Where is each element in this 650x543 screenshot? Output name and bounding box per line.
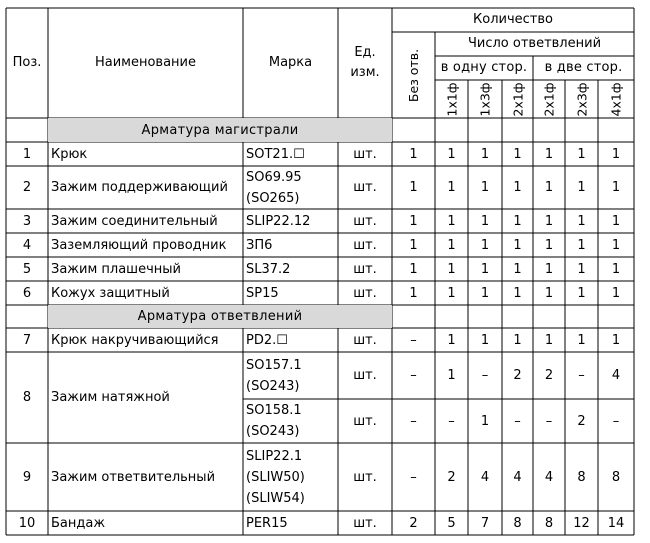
row-qty: 1 [611, 332, 621, 348]
row-mark: SO69.95 (SO265) [246, 169, 302, 206]
row-qty: 1 [480, 261, 490, 277]
row-name: Крюк [51, 146, 88, 162]
row-qty: 1 [544, 261, 554, 277]
row-qty: 4 [513, 469, 522, 485]
row-qty: – [545, 413, 553, 429]
row-qty: – [448, 413, 455, 429]
row-qty: 1 [544, 332, 554, 348]
header-mark: Марка [268, 55, 313, 70]
row-mark: SL37.2 [246, 261, 291, 277]
row-mark: SP15 [246, 285, 279, 301]
row-pos: 1 [22, 146, 32, 162]
row-qty: – [410, 469, 417, 485]
row-qty: 1 [577, 213, 586, 229]
row-qty: 8 [577, 469, 586, 485]
row-unit: шт. [353, 237, 377, 253]
header-pos: Поз. [12, 55, 42, 70]
header-column-6-text: 4х1ф [608, 82, 624, 116]
row-qty: 8 [611, 469, 621, 485]
row-pos: 8 [22, 390, 32, 405]
row-qty: 1 [447, 237, 456, 253]
row-qty: 1 [409, 237, 418, 253]
row-qty: 1 [513, 332, 522, 348]
row-qty: 2 [409, 515, 418, 531]
row-qty: 1 [409, 146, 418, 162]
row-name: Крюк накручивающийся [51, 332, 219, 348]
header-column-4-text: 2х1ф [541, 82, 557, 116]
row-qty: – [481, 368, 489, 383]
row-qty: 1 [480, 237, 490, 253]
row-qty: 1 [513, 146, 522, 162]
row-qty: 1 [611, 180, 621, 195]
row-qty: 7 [480, 515, 490, 531]
row-pos: 2 [22, 180, 32, 195]
row-qty: – [410, 413, 417, 429]
header-quantity: Количество [473, 12, 553, 27]
row-qty: 1 [577, 332, 586, 348]
section-main: Арматура магистрали [48, 118, 392, 142]
header-column-5-text: 2х3ф [574, 82, 589, 116]
row-qty: 12 [573, 515, 590, 531]
row-mark: SLIP22.12 [246, 213, 311, 229]
row-qty: 1 [544, 180, 554, 195]
row-qty: 14 [607, 515, 625, 531]
row-unit: шт. [353, 261, 377, 277]
row-qty: – [612, 413, 620, 429]
row-qty: 1 [447, 261, 456, 277]
header-column-3 [502, 80, 533, 118]
row-qty: 1 [513, 237, 522, 253]
row-mark: SOT21.☐ [246, 146, 305, 162]
header-column-3-text: 2х1ф [510, 82, 525, 116]
row-unit: шт. [353, 469, 377, 485]
row-mark: ЗП6 [246, 237, 273, 253]
row-qty: 1 [447, 213, 456, 229]
row-qty: 1 [513, 180, 522, 195]
row-unit: шт. [353, 146, 377, 162]
row-pos: 10 [18, 515, 36, 531]
row-qty: 1 [447, 332, 456, 348]
row-qty: 1 [480, 413, 490, 429]
row-qty: 8 [513, 515, 522, 531]
row-qty: – [410, 368, 417, 383]
row-name: Бандаж [51, 515, 106, 531]
row-qty: 8 [544, 515, 554, 531]
header-one-side: в одну стор. [440, 60, 528, 75]
row-qty: 1 [409, 180, 418, 195]
row-qty: 1 [513, 285, 522, 301]
row-qty: 2 [513, 368, 522, 383]
row-qty: 1 [611, 213, 621, 229]
header-name: Наименование [94, 55, 197, 70]
row-mark: SO157.1 (SO243) [246, 357, 302, 394]
row-qty: 1 [611, 285, 621, 301]
row-qty: 2 [577, 413, 586, 429]
row-qty: 4 [544, 469, 554, 485]
row-name: Заземляющий проводник [51, 237, 227, 253]
header-no-branch-text: Без отв. [406, 48, 421, 102]
row-unit: шт. [353, 332, 377, 348]
row-mark: SLIP22.1 (SLIW50) (SLIW54) [246, 448, 305, 506]
row-name: Зажим плашечный [51, 261, 181, 277]
row-mark: PD2.☐ [246, 332, 288, 348]
header-column-6 [598, 80, 634, 118]
row-pos: 9 [22, 469, 32, 485]
row-qty: 1 [544, 285, 554, 301]
row-mark: SO158.1 (SO243) [246, 403, 302, 439]
row-qty: 1 [480, 213, 490, 229]
row-qty: 1 [409, 285, 418, 301]
row-unit: шт. [353, 413, 377, 429]
row-qty: – [578, 368, 585, 383]
row-unit: шт. [353, 213, 377, 229]
header-column-5 [565, 80, 598, 118]
row-pos: 5 [22, 261, 32, 277]
row-qty: 1 [577, 285, 586, 301]
header-column-1-text: 1х1ф [444, 82, 459, 116]
row-qty: 1 [513, 213, 522, 229]
row-qty: 1 [480, 332, 490, 348]
row-qty: – [514, 413, 521, 429]
header-column-2 [468, 80, 502, 118]
row-mark: PER15 [246, 515, 288, 531]
row-qty: 1 [544, 213, 554, 229]
row-pos: 7 [22, 332, 32, 348]
row-qty: 2 [544, 368, 554, 383]
row-pos: 6 [22, 285, 32, 301]
row-qty: 1 [611, 237, 621, 253]
row-name: Зажим поддерживающий [51, 180, 228, 195]
row-qty: 1 [544, 237, 554, 253]
row-name: Кожух защитный [51, 285, 170, 301]
row-name: Зажим натяжной [51, 390, 170, 405]
header-column-4 [533, 80, 565, 118]
header-unit: Ед. изм. [350, 45, 380, 80]
row-unit: шт. [353, 180, 377, 195]
row-qty: 1 [447, 146, 456, 162]
row-qty: 1 [480, 285, 490, 301]
header-no-branch [392, 32, 435, 118]
row-qty: 1 [577, 146, 586, 162]
row-qty: 5 [447, 515, 456, 531]
header-column-1 [435, 80, 468, 118]
row-unit: шт. [353, 368, 377, 383]
row-name: Зажим ответвительный [51, 469, 216, 485]
row-qty: 1 [577, 261, 586, 277]
row-qty: 4 [480, 469, 490, 485]
row-qty: 1 [577, 237, 586, 253]
row-qty: 1 [611, 146, 621, 162]
row-qty: 4 [611, 368, 621, 383]
row-qty: 1 [544, 146, 554, 162]
row-unit: шт. [353, 515, 377, 531]
row-pos: 4 [22, 237, 32, 253]
row-qty: 1 [611, 261, 621, 277]
row-qty: – [410, 332, 417, 348]
row-qty: 1 [447, 180, 456, 195]
row-qty: 1 [480, 146, 490, 162]
row-qty: 1 [513, 261, 522, 277]
section-branch: Арматура ответвлений [48, 305, 392, 328]
row-qty: 1 [409, 261, 418, 277]
header-column-2-text: 1х3ф [477, 82, 493, 116]
row-qty: 1 [409, 213, 418, 229]
header-two-sides: в две стор. [544, 60, 623, 75]
row-name: Зажим соединительный [51, 213, 218, 229]
row-qty: 1 [447, 368, 456, 383]
row-qty: 1 [577, 180, 586, 195]
header-branch-count: Число ответвлений [467, 36, 602, 51]
row-qty: 1 [447, 285, 456, 301]
row-qty: 2 [447, 469, 456, 485]
row-pos: 3 [22, 213, 32, 229]
row-qty: 1 [480, 180, 490, 195]
row-unit: шт. [353, 285, 377, 301]
